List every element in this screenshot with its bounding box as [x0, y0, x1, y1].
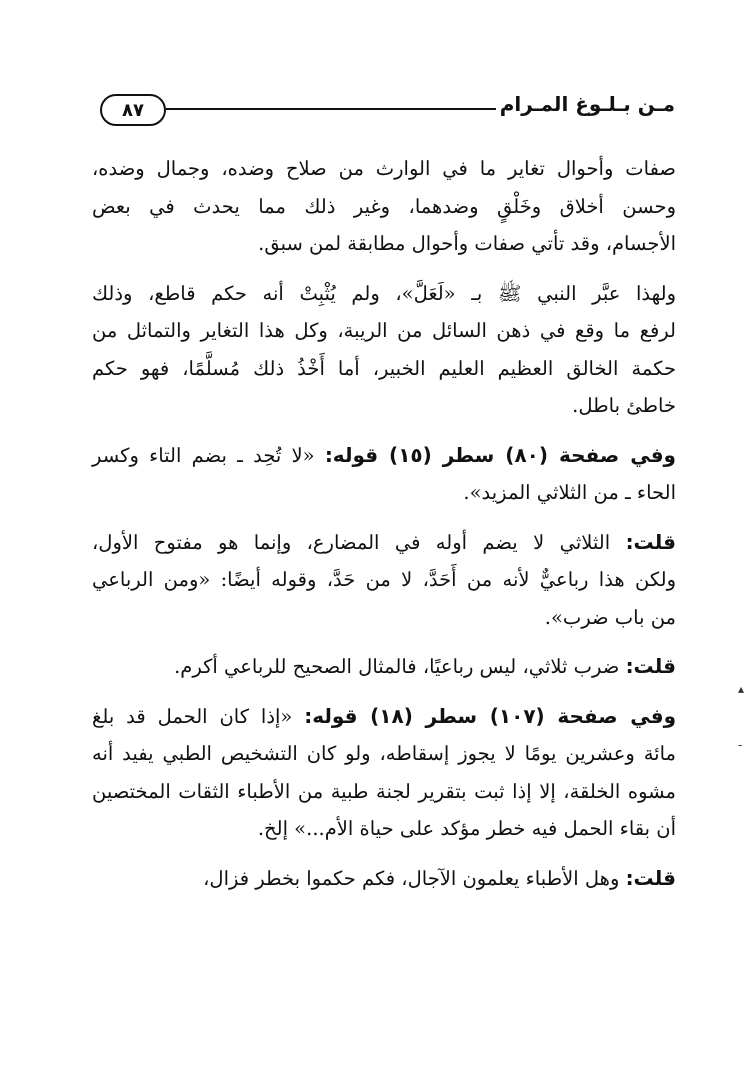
text-line: ولكن هذا رباعيٌّ لأنه من أَحَدَّ، لا من حَدَّ، وقوله أيضًا: «ومن الرباعي: [92, 568, 676, 591]
text-segment: وهل الأطباء يعلمون الآجال، فكم حكموا بخطر فزال،: [203, 866, 626, 890]
page-body: [92, 150, 676, 909]
page-header: [100, 92, 675, 132]
text-line: [92, 860, 676, 898]
text-line: خاطئ باطل.: [572, 394, 676, 417]
margin-mark: -: [738, 738, 743, 752]
text-line: أن بقاء الحمل فيه خطر مؤكد على حياة الأم...» إلخ.: [257, 817, 676, 840]
lead-phrase: قلت:: [625, 529, 676, 554]
paragraph: [92, 150, 676, 263]
text-line: [92, 437, 676, 475]
text-line: مشوه الخلقة، إلا إذا ثبت بتقرير لجنة طبية من الأطباء الثقات المختصين: [92, 779, 676, 803]
text-line: مائة وعشرين يومًا لا يجوز إسقاطه، ولو كان التشخيص الطبي يفيد أنه: [92, 742, 676, 765]
text-line: الحاء ـ من الثلاثي المزيد».: [463, 481, 676, 504]
lead-phrase: وفي صفحة (٨٠) سطر (١٥) قوله:: [324, 442, 676, 467]
paragraph: [92, 275, 676, 425]
paragraph: [92, 860, 676, 898]
paragraph: [92, 437, 676, 512]
text-line: [92, 524, 676, 562]
running-title: مـن بـلـوغ المـرام: [499, 92, 675, 116]
text-line: لرفع ما وقع في ذهن السائل من الريبة، وكل هذا التغاير والتماثل من: [92, 319, 676, 342]
text-line: ولهذا عبَّر النبي ﷺ بـ «لَعَلَّ»، ولم يُثْبِتْ أنه حكم قاطع، وذلك: [92, 281, 676, 305]
lead-phrase: قلت:: [625, 865, 676, 890]
text-segment: الثلاثي لا يضم أوله في المضارع، وإنما هو مفتوح الأول،: [92, 530, 626, 554]
header-rule: [166, 108, 496, 110]
text-line: من باب ضرب».: [544, 605, 676, 629]
text-line: وحسن أخلاق وخَلْقٍ وضدهما، وغير ذلك مما يحدث في بعض: [92, 194, 676, 218]
text-segment: «إذا كان الحمل قد بلغ: [92, 704, 305, 728]
paragraph: [92, 524, 676, 637]
margin-mark: ▴: [738, 682, 745, 696]
text-line: [92, 648, 676, 686]
text-line: حكمة الخالق العظيم العليم الخبير، أما أَخْذُ ذلك مُسلَّمًا، فهو حكم: [92, 356, 676, 380]
text-line: [92, 698, 676, 736]
page-number: ٨٧: [100, 94, 166, 126]
text-segment: ضرب ثلاثي، ليس رباعيًا، فالمثال الصحيح للرباعي أكرم.: [174, 655, 626, 678]
text-segment: «لا تُحِد ـ بضم التاء وكسر: [92, 443, 325, 467]
paragraph: [92, 648, 676, 686]
lead-phrase: وفي صفحة (١٠٧) سطر (١٨) قوله:: [304, 703, 676, 728]
text-line: صفات وأحوال تغاير ما في الوارث من صلاح وضده، وجمال وضده،: [92, 157, 676, 180]
text-line: الأجسام، وقد تأتي صفات وأحوال مطابقة لمن سبق.: [258, 232, 676, 255]
paragraph: [92, 698, 676, 848]
lead-phrase: قلت:: [625, 654, 676, 678]
